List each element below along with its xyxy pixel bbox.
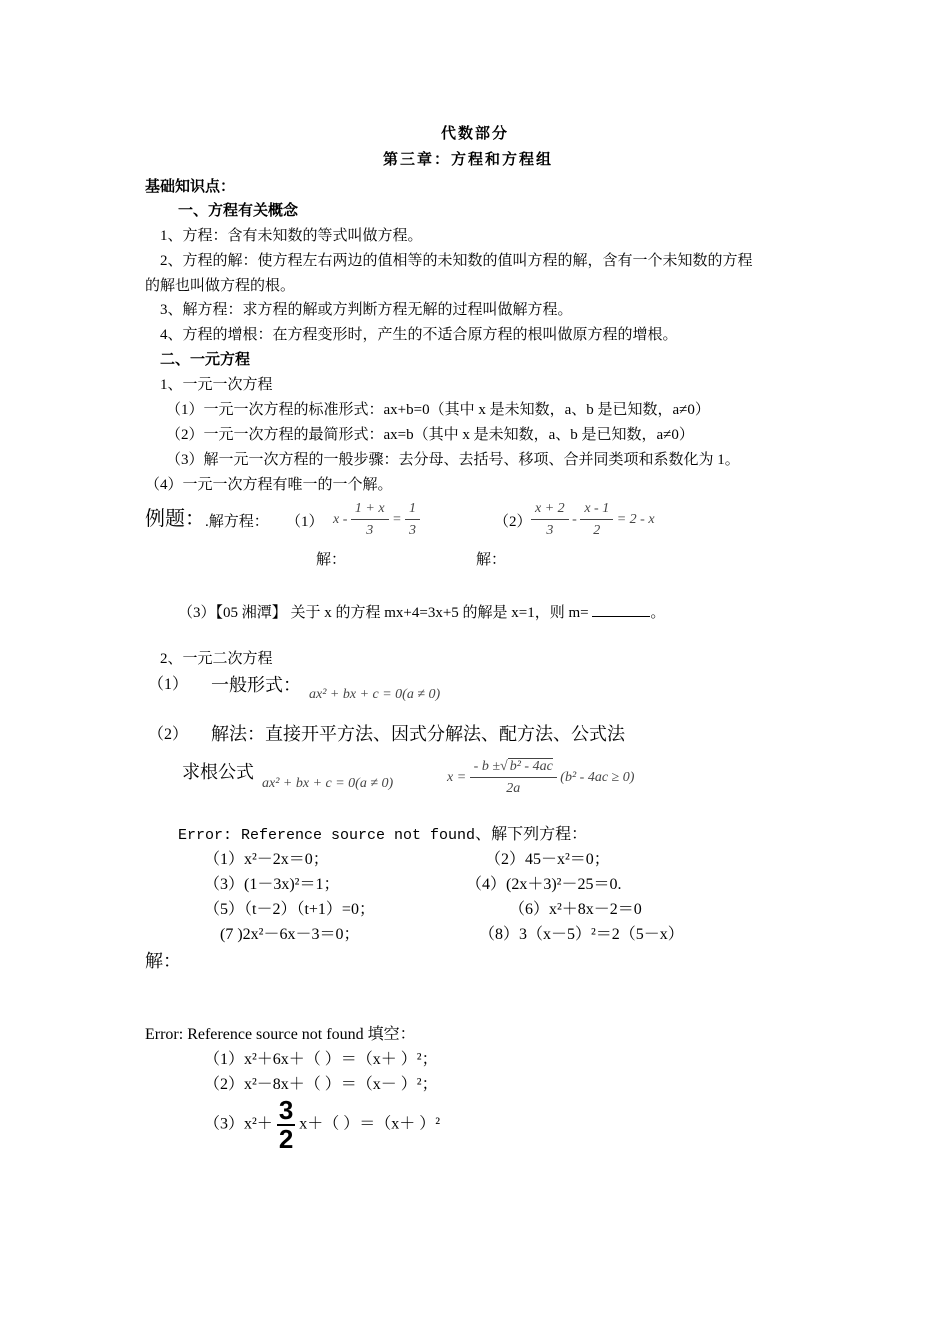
general-form-equation: ax² + bx + c = 0(a ≠ 0) [309, 687, 441, 702]
general-form-text: 一般形式： [211, 675, 301, 695]
section1-title: 一、方程有关概念 [178, 203, 299, 219]
linear-point-3: （3）解一元一次方程的一般步骤：去分母、去括号、移项、合并同类项和系数化为 1。 [166, 452, 740, 468]
example-q1-label: （1） [286, 514, 324, 530]
chapter-title: 第三章：方程和方程组 [383, 150, 554, 168]
concept-item-2-line2: 的解也叫做方程的根。 [145, 278, 296, 294]
example-q2-label: （2） [494, 514, 532, 530]
basics-heading: 基础知识点： [145, 179, 236, 195]
example-q2-equation: $\frac{x + 2}{3}$ - $\frac{x - 1}{2}$ = 2 - x [531, 502, 655, 538]
quadratic-formula: x = $\frac{\text{- b ±√ b² - 4ac}}{2a}$ (b² - 4ac ≥ 0) [447, 759, 635, 796]
exercise1-item-4: （4）(2x＋3)²－25＝0. [466, 876, 622, 893]
concept-item-1: 1、方程：含有未知数的等式叫做方程。 [160, 228, 423, 244]
linear-subheading: 1、一元一次方程 [160, 377, 273, 393]
linear-point-2: （2）一元一次方程的最简形式：ax=b（其中 x 是未知数，a、b 是已知数，a≠0） [166, 427, 694, 443]
linear-point-1: （1）一元一次方程的标准形式：ax+b=0（其中 x 是未知数，a、b 是已知数，a≠0） [166, 402, 710, 418]
exercise1-intro: Error: Reference source not found、解下列方程： [178, 826, 588, 844]
example-q1-equation: x - $\frac{1 + x}{3}$ = $\frac{1}{3}$ [333, 502, 420, 538]
general-form-label: （1） [148, 676, 189, 693]
exercise1-item-5: （5）（t－2）（t+1）=0； [204, 901, 375, 918]
concept-item-2-line1: 2、方程的解：使方程左右两边的值相等的未知数的值叫方程的解，含有一个未知数的方程 [160, 253, 753, 269]
exercise2-item-3: （3）x²＋ $\frac{3}{2}$ x＋（ ）＝（x＋ ）² [204, 1095, 441, 1154]
concept-item-3: 3、解方程：求方程的解或方判断方程无解的过程叫做解方程。 [160, 302, 573, 318]
page-title: 代数部分 [441, 124, 510, 142]
example-q3: （3）【05 湘潭】 关于 x 的方程 mx+4=3x+5 的解是 x=1，则 m= 。 [178, 605, 666, 621]
example-label: 例题： [145, 508, 205, 530]
exercise1-item-6: （6）x²＋8x－2＝0 [509, 901, 642, 918]
exercise1-item-1: （1）x²－2x＝0； [204, 851, 329, 868]
root-formula-label: 求根公式 [182, 762, 254, 782]
exercise1-item-2: （2）45－x²＝0； [485, 851, 610, 868]
exercise2-intro: Error: Reference source not found 填空： [145, 1026, 416, 1043]
section2-title: 二、一元方程 [160, 352, 251, 368]
exercise1-item-7: (7 )2x²－6x－3＝0； [220, 926, 360, 943]
exercise1-item-3: （3）(1－3x)²＝1； [204, 876, 340, 893]
exercise2-item-2: （2）x²－8x＋（ ）＝（x－ ）²； [204, 1076, 438, 1093]
concept-item-4: 4、方程的增根：在方程变形时，产生的不适合原方程的根叫做原方程的增根。 [160, 327, 678, 343]
answer-blank [592, 603, 650, 617]
example-instruction: .解方程： [205, 514, 269, 530]
exercise2-item-1: （1）x²＋6x＋（ ）＝（x＋ ）²； [204, 1051, 438, 1068]
exercise1-item-8: （8）3（x－5）²＝2（5－x） [479, 926, 684, 943]
example-q2-solve: 解： [476, 552, 507, 568]
exercise1-solve: 解： [145, 951, 181, 971]
methods-label: （2） [148, 726, 189, 743]
quadratic-subheading: 2、一元二次方程 [160, 651, 273, 667]
methods-text: 解法：直接开平方法、因式分解法、配方法、公式法 [211, 724, 625, 744]
example-q1-solve: 解： [316, 552, 347, 568]
linear-point-4: （4）一元一次方程有唯一的一个解。 [145, 477, 393, 493]
root-formula-equation: ax² + bx + c = 0(a ≠ 0) [262, 776, 394, 791]
